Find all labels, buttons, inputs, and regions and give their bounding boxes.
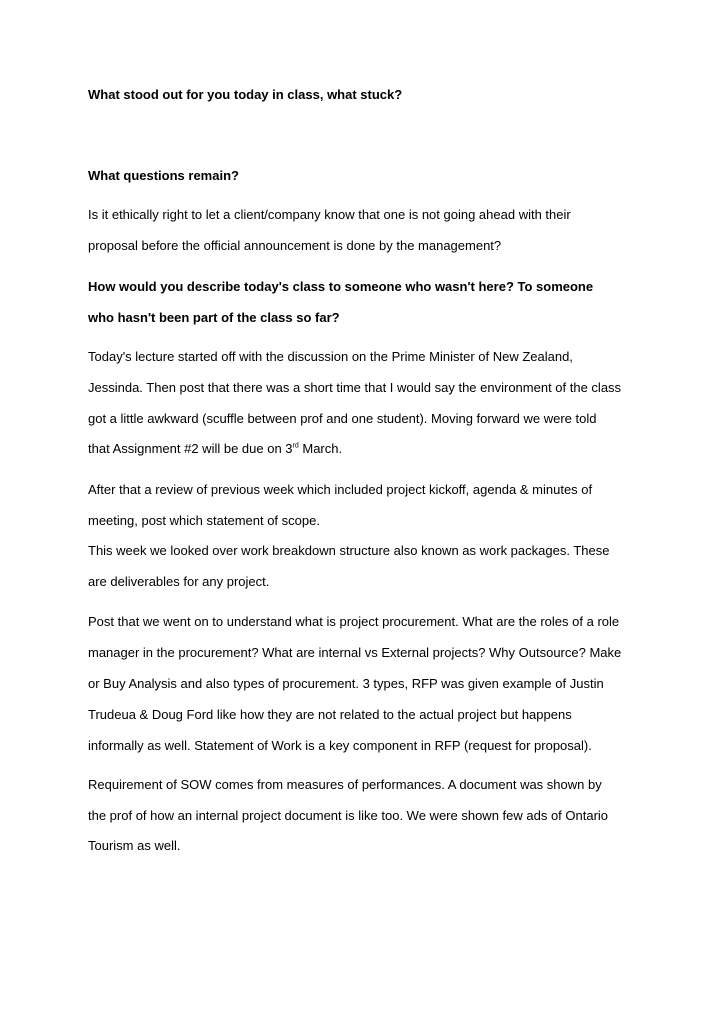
question-heading-describe-class: who hasn't been part of the class so far? bbox=[88, 310, 340, 325]
assignment-text: that Assignment #2 will be due on 3 bbox=[88, 441, 293, 456]
paragraph-line: meeting, post which statement of scope. bbox=[88, 513, 320, 528]
paragraph-line: After that a review of previous week which included project kickoff, agenda & minutes of bbox=[88, 482, 593, 497]
paragraph-line: Tourism as well. bbox=[88, 838, 181, 853]
paragraph-line: Requirement of SOW comes from measures of performances. A document was shown by bbox=[88, 777, 602, 792]
paragraph-line: Post that we went on to understand what is project procurement. What are the roles of a role bbox=[88, 614, 620, 629]
question-heading-describe-class: How would you describe today's class to someone who wasn't here? To someone bbox=[88, 279, 594, 294]
answer-line: proposal before the official announcement is done by the management? bbox=[88, 238, 502, 253]
paragraph-line: are deliverables for any project. bbox=[88, 574, 270, 589]
paragraph-line: informally as well. Statement of Work is a key component in RFP (request for proposal). bbox=[88, 738, 592, 753]
paragraph-line: the prof of how an internal project document is like too. We were shown few ads of Ontario bbox=[88, 808, 609, 823]
assignment-month: March. bbox=[298, 441, 343, 456]
paragraph-line: Trudeua & Doug Ford like how they are not related to the actual project but happens bbox=[88, 707, 572, 722]
question-heading-questions-remain: What questions remain? bbox=[88, 168, 239, 183]
answer-line: Is it ethically right to let a client/company know that one is not going ahead with their bbox=[88, 207, 571, 222]
paragraph-line bbox=[88, 441, 342, 457]
question-heading-stood-out: What stood out for you today in class, what stuck? bbox=[88, 87, 403, 102]
paragraph-line: This week we looked over work breakdown structure also known as work packages. These bbox=[88, 543, 610, 558]
paragraph-line: manager in the procurement? What are internal vs External projects? Why Outsource? Make bbox=[88, 645, 622, 660]
paragraph-line: Today's lecture started off with the discussion on the Prime Minister of New Zealand, bbox=[88, 349, 573, 364]
paragraph-line: Jessinda. Then post that there was a short time that I would say the environment of the class bbox=[88, 380, 622, 395]
paragraph-line: got a little awkward (scuffle between prof and one student). Moving forward we were told bbox=[88, 411, 597, 426]
paragraph-line: or Buy Analysis and also types of procurement. 3 types, RFP was given example of Justin bbox=[88, 676, 604, 691]
ordinal-superscript: rd bbox=[292, 442, 299, 450]
